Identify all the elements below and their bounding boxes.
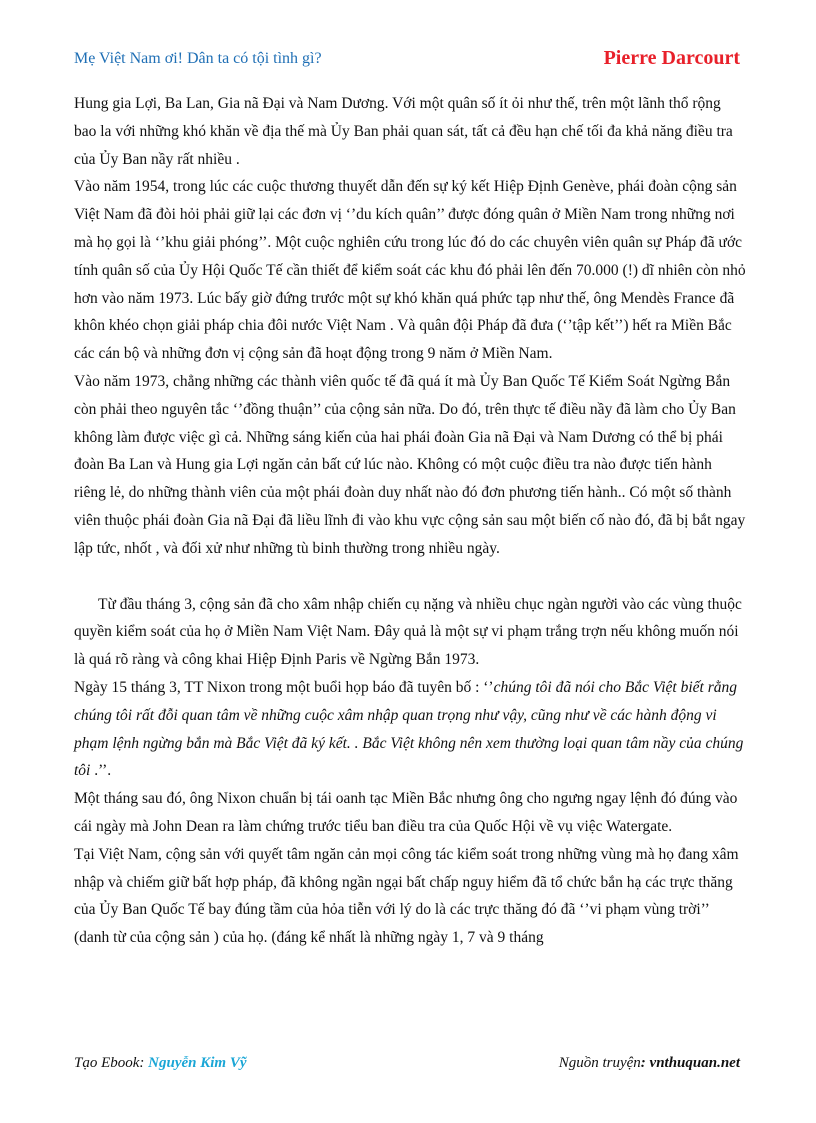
paragraph: Từ đầu tháng 3, cộng sản đã cho xâm nhập chiến cụ nặng và nhiều chục ngàn người vào các vùng thuộc quyền kiểm soát của họ ở Miền Nam Việt Nam. Đây quả là một sự vi phạm trắng trợn nếu không muốn nói là quá rõ ràng và công khai Hiệp Định Paris về Ngừng Bắn 1973. xyxy=(74,595,742,669)
quote-text: chúng tôi đã nói cho Bắc Việt biết rằng chúng tôi rất đỗi quan tâm về những cuộc xâm nhập quan trọng như vậy, cũng như về các hành động vi phạm lệnh ngừng bắn mà Bắc Việt đã ký kết. . Bắc Việt không nên xem thường loại quan tâm nầy của chúng tôi xyxy=(74,678,744,780)
paragraph: Tại Việt Nam, cộng sản với quyết tâm ngăn cản mọi công tác kiểm soát trong những vùng mà họ đang xâm nhập và chiếm giữ bất hợp pháp, đã không ngần ngại bất chấp nguy hiểm đã tổ chức bắn hạ các trực thăng của Ủy Ban Quốc Tế bay đúng tầm của hỏa tiễn với lý do là các trực thăng đó đã ‘’vi phạm vùng trời’’ (danh từ của cộng sản ) của họ. (đáng kể nhất là những ngày 1, 7 và 9 tháng xyxy=(74,845,739,947)
quote-intro: Ngày 15 tháng 3, TT Nixon trong một buổi họp báo đã tuyên bố : ‘’ xyxy=(74,678,494,696)
source-label: Nguồn truyện xyxy=(558,1055,641,1071)
book-title: Mẹ Việt Nam ơi! Dân ta có tội tình gì? xyxy=(74,50,322,67)
footer-ebook-credit xyxy=(74,1055,247,1072)
body-text xyxy=(74,90,746,952)
paragraph: Vào năm 1973, chẳng những các thành viên quốc tế đã quá ít mà Ủy Ban Quốc Tế Kiểm Soát Ngừng Bắn còn phải theo nguyên tắc ‘’đồng thuận’’ của cộng sản nữa. Do đó, trên thực tế điều nầy đã làm cho Ủy Ban không làm được việc gì cả. Những sáng kiến của hai phái đoàn Gia nã Đại và Nam Dương có thể bị phái đoàn Ba Lan và Hung gia Lợi ngăn cản bất cứ lúc nào. Không có một cuộc điều tra nào được tiến hành riêng lẻ, do những thành viên của một phái đoàn duy nhất nào đó đơn phương tiến hành.. Có một số thành viên thuộc phái đoàn Gia nã Đại đã liều lĩnh đi vào khu vực cộng sản sau một biến cố nào đó, đã bị bắt ngay lập tức, nhốt , và đối xử như những tù binh thường trong nhiều ngày. xyxy=(74,372,746,557)
author-name: Pierre Darcourt xyxy=(603,47,740,69)
ebook-author: Nguyễn Kim Vỹ xyxy=(148,1055,247,1071)
paragraph: Vào năm 1954, trong lúc các cuộc thương thuyết dẫn đến sự ký kết Hiệp Định Genève, phái đoàn cộng sản Việt Nam đã đòi hỏi phải giữ lại các đơn vị ‘’du kích quân’’ được đóng quân ở Miền Nam trong những nơi mà họ gọi là ‘’khu giải phóng’’. Một cuộc nghiên cứu trong lúc đó do các chuyên viên quân sự Pháp đã ước tính quân số của Ủy Hội Quốc Tế cần thiết để kiểm soát các khu đó phải lên đến 70.000 (!) dĩ nhiên còn nhỏ hơn vào năm 1973. Lúc bấy giờ đứng trước một sự khó khăn quá phức tạp như thế, ông Mendès France đã khôn khéo chọn giải pháp chia đôi nước Việt Nam . Và quân đội Pháp đã đưa (‘’tập kết’’) hết ra Miền Bắc các cán bộ và những đơn vị cộng sản đã hoạt động trong 9 năm ở Miền Nam. xyxy=(74,178,746,363)
quote-end: .’’. xyxy=(90,762,112,780)
footer-source-credit xyxy=(559,1055,740,1072)
source-site: vnthuquan.net xyxy=(649,1055,740,1071)
paragraph: Hung gia Lợi, Ba Lan, Gia nã Đại và Nam Dương. Với một quân số ít ỏi như thế, trên một lãnh thổ rộng bao la với những khó khăn về địa thế mà Ủy Ban phải quan sát, tất cả đều hạn chế tối đa khả năng điều tra của Ủy Ban nầy rất nhiều . xyxy=(74,95,733,168)
paragraph-quote xyxy=(74,674,746,785)
paragraph-gap xyxy=(74,563,746,591)
ebook-label: Tạo Ebook xyxy=(74,1055,140,1071)
paragraph: Một tháng sau đó, ông Nixon chuẩn bị tái oanh tạc Miền Bắc nhưng ông cho ngưng ngay lệnh đó đúng vào cái ngày mà John Dean ra làm chứng trước tiểu ban điều tra của Quốc Hội về vụ việc Watergate. xyxy=(74,790,738,835)
ebook-separator: : xyxy=(139,1055,149,1071)
source-separator: : xyxy=(640,1055,650,1071)
